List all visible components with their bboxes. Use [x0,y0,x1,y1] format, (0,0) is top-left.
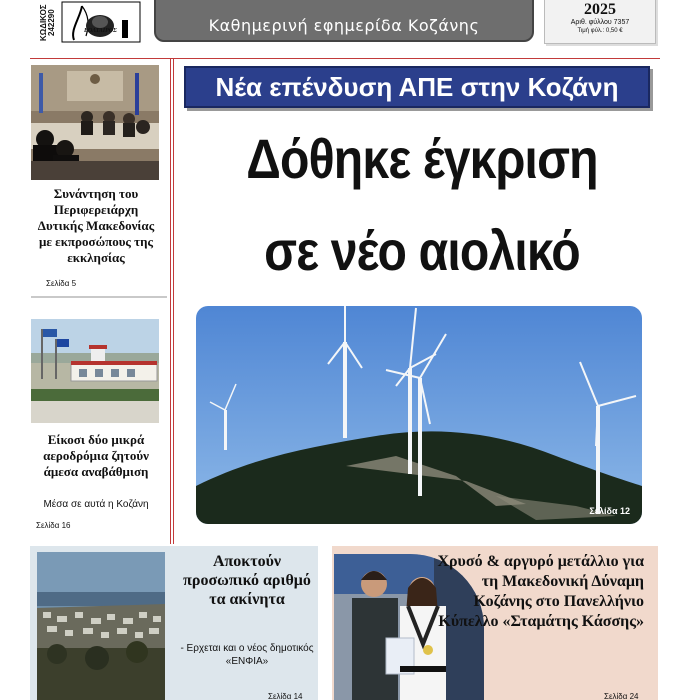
main-kicker[interactable]: Νέα επένδυση ΑΠΕ στην Κοζάνη [184,66,650,108]
masthead-tagline: Καθημερινή εφημερίδα Κοζάνης [208,16,480,35]
property-number-subtitle: - Ερχεται και ο νέος δημοτικός «ΕΝΦΙΑ» [180,643,314,667]
property-number-title[interactable]: Αποκτούν προσωπικό αριθμό τα ακίνητα [183,553,311,608]
medals-title[interactable]: Χρυσό & αργυρό μετάλλιο για τη Μακεδονική Δύναμη Κοζάνης στο Πανελλήνιο Κύπελλο «Σταμάτης Κάσσης» [437,553,644,630]
voltaire-logo [60,0,142,44]
issue-number: Αριθ. φύλλου 7357 [570,19,630,26]
masthead-brand-stub [216,0,472,8]
column-red-rule [170,58,174,544]
property-number-page: Σελίδα 14 [268,692,303,700]
airport-photo [31,319,159,423]
newspaper-code: ΚΩΔΙΚΟΣ 242290 [39,4,56,42]
town-photo [37,552,165,700]
wind-turbines-photo [196,306,642,524]
story-church-meeting-title[interactable]: Συνάντηση του Περιφερειάρχη Δυτικής Μακεδονίας με εκπροσώπους της εκκλησίας [37,186,155,265]
property-number-box [30,546,318,700]
story-airports-subtitle: Μέσα σε αυτά η Κοζάνη [43,499,149,510]
issue-date-box [544,0,656,44]
issue-year: 2025 [584,1,616,18]
meeting-photo [31,65,159,180]
story-airports-title[interactable]: Είκοσι δύο μικρά αεροδρόμια ζητούν άμεσα αναβάθμιση [43,432,149,479]
main-headline-line2[interactable]: σε νέο αιολικό [264,219,580,282]
top-red-rule [30,58,660,59]
story-church-meeting-page: Σελίδα 5 [46,279,77,288]
logo-caption: ΒΟΛΤΑΙΡΟΣ [84,28,117,34]
main-headline-line1[interactable]: Δόθηκε έγκριση [246,127,598,190]
medals-box [332,546,658,700]
masthead-title-box [154,0,534,42]
issue-price: Τιμή φύλ.: 0,50 € [577,28,623,34]
story-airports-page: Σελίδα 16 [36,521,71,530]
story-divider [31,296,167,298]
medals-page: Σελίδα 24 [604,692,639,700]
main-photo-page: Σελίδα 12 [589,506,630,516]
